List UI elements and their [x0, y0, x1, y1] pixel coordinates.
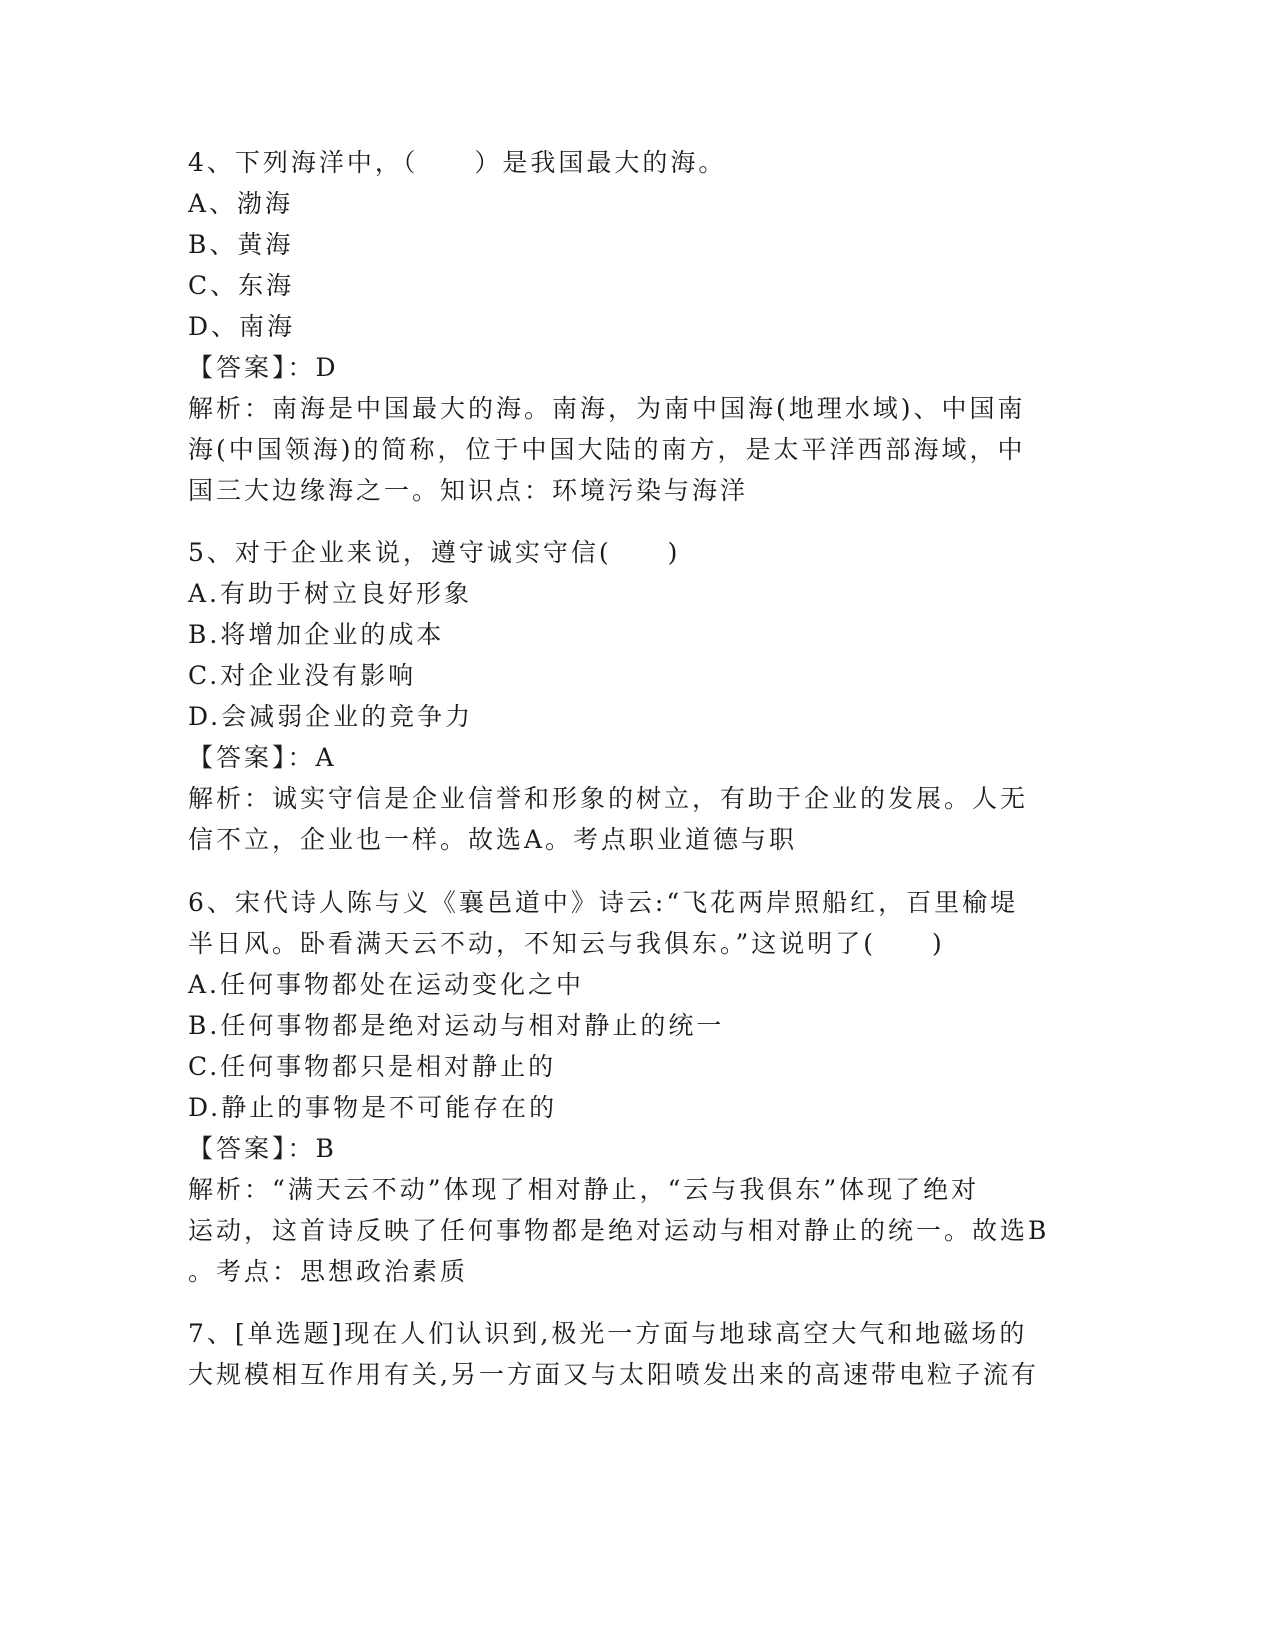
- question-4-analysis-line-2: 海(中国领海)的简称，位于中国大陆的南方，是太平洋西部海域，中: [188, 435, 1026, 464]
- question-6-answer: 【答案】：B: [188, 1134, 337, 1163]
- question-4-option-d: D、南海: [188, 312, 296, 341]
- question-6-option-b: B.任何事物都是绝对运动与相对静止的统一: [188, 1011, 725, 1040]
- question-7-stem-line-2: 大规模相互作用有关,另一方面又与太阳喷发出来的高速带电粒子流有: [188, 1360, 1039, 1389]
- question-4-stem: 4、下列海洋中，（ ）是我国最大的海。: [188, 148, 727, 177]
- question-5-analysis-line-2: 信不立，企业也一样。故选A。考点职业道德与职: [188, 825, 798, 854]
- question-6-analysis-line-3: 。考点：思想政治素质: [188, 1257, 469, 1286]
- question-7-stem-line-1: 7、[单选题]现在人们认识到,极光一方面与地球高空大气和地磁场的: [188, 1319, 1028, 1348]
- question-5-option-b: B.将增加企业的成本: [188, 620, 445, 649]
- question-5-answer: 【答案】：A: [188, 743, 337, 772]
- question-4-option-a: A、渤海: [188, 189, 294, 218]
- question-4-option-c: C、东海: [188, 271, 295, 300]
- question-6-stem-line-1: 6、宋代诗人陈与义《襄邑道中》诗云:“飞花两岸照船红，百里榆堤: [188, 888, 1019, 917]
- question-6-option-a: A.任何事物都处在运动变化之中: [188, 970, 585, 999]
- question-5-analysis-line-1: 解析：诚实守信是企业信誉和形象的树立，有助于企业的发展。人无: [188, 784, 1029, 813]
- question-5-option-d: D.会减弱企业的竞争力: [188, 702, 474, 731]
- question-6-analysis-line-2: 运动，这首诗反映了任何事物都是绝对运动与相对静止的统一。故选B: [188, 1216, 1050, 1245]
- question-6-stem-line-2: 半日风。卧看满天云不动，不知云与我俱东。”这说明了( ): [188, 929, 945, 958]
- question-4-analysis-line-1: 解析：南海是中国最大的海。南海，为南中国海(地理水域)、中国南: [188, 394, 1026, 423]
- question-5-option-a: A.有助于树立良好形象: [188, 579, 473, 608]
- question-5-stem: 5、对于企业来说，遵守诚实守信( ): [188, 538, 681, 567]
- question-5-option-c: C.对企业没有影响: [188, 661, 417, 690]
- question-6-analysis-line-1: 解析：“满天云不动”体现了相对静止，“云与我俱东”体现了绝对: [188, 1175, 980, 1204]
- question-4-option-b: B、黄海: [188, 230, 294, 259]
- question-6-option-d: D.静止的事物是不可能存在的: [188, 1093, 558, 1122]
- question-6-option-c: C.任何事物都只是相对静止的: [188, 1052, 557, 1081]
- question-4-answer: 【答案】：D: [188, 353, 339, 382]
- question-4-analysis-line-3: 国三大边缘海之一。知识点：环境污染与海洋: [188, 476, 749, 505]
